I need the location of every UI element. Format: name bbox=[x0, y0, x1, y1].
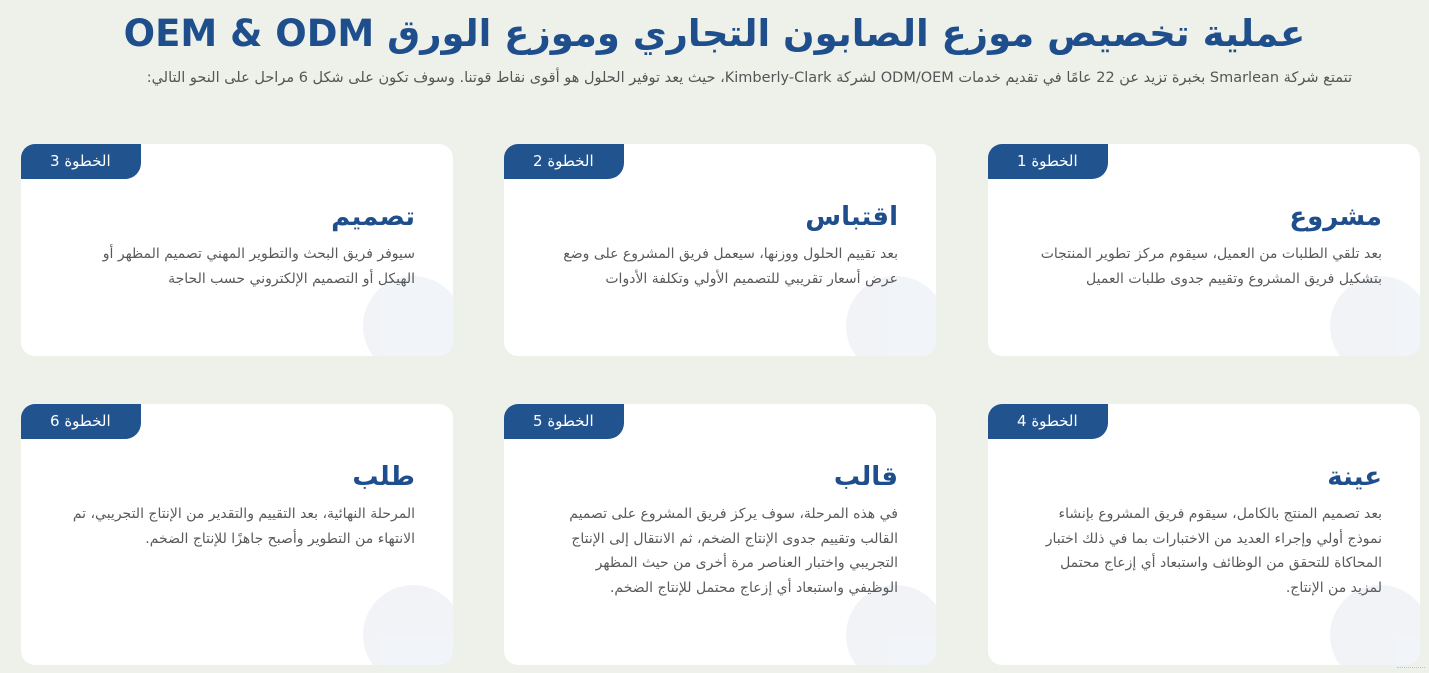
step-title: طلب bbox=[352, 462, 415, 492]
step-description: بعد تلقي الطلبات من العميل، سيقوم مركز تطوير المنتجات بتشكيل فريق المشروع وتقييم جدوى طلبات العميل bbox=[1040, 246, 1382, 287]
step-badge: الخطوة 6 bbox=[21, 404, 141, 439]
step-title: مشروع bbox=[1289, 202, 1382, 232]
watermark-icon bbox=[806, 246, 936, 356]
step-badge: الخطوة 2 bbox=[504, 144, 624, 179]
step-card-3 bbox=[21, 144, 453, 356]
step-badge: الخطوة 3 bbox=[21, 144, 141, 179]
step-card-5 bbox=[504, 404, 936, 665]
step-badge: الخطوة 5 bbox=[504, 404, 624, 439]
step-description: في هذه المرحلة، سوف يركز فريق المشروع على تصميم القالب وتقييم جدوى الإنتاج الضخم، ثم الانتقال إلى الإنتاج التجريبي واختبار العناصر مرة أخرى من حيث المظهر الوظيفي واستبعاد أي إزعاج محتمل للإنتاج الضخم. bbox=[569, 506, 898, 596]
step-title: اقتباس bbox=[805, 202, 898, 232]
step-description: بعد تصميم المنتج بالكامل، سيقوم فريق المشروع بإنشاء نموذج أولي وإجراء العديد من الاختبارات بما في ذلك اختبار المحاكاة للتحقق من الوظائف واستبعاد أي إزعاج محتمل لمزيد من الإنتاج. bbox=[1045, 506, 1382, 596]
step-description: المرحلة النهائية، بعد التقييم والتقدير من الإنتاج التجريبي، تم الانتهاء من التطوير وأصبح جاهزًا للإنتاج الضخم. bbox=[72, 506, 415, 547]
corner-divider bbox=[1397, 667, 1425, 673]
watermark-icon bbox=[1290, 555, 1420, 665]
step-card-4 bbox=[988, 404, 1420, 665]
step-title: قالب bbox=[833, 462, 898, 492]
page-subtitle: تتمتع شركة Smarlean بخبرة تزيد عن 22 عامًا في تقديم خدمات ODM/OEM لشركة Kimberly-Clark، حيث يعد توفير الحلول هو أقوى نقاط قوتنا. وسوف تكون على شكل 6 مراحل على النحو التالي: bbox=[146, 70, 1352, 86]
step-badge: الخطوة 4 bbox=[988, 404, 1108, 439]
watermark-icon bbox=[806, 555, 936, 665]
watermark-icon bbox=[323, 555, 453, 665]
page-title: عملية تخصيص موزع الصابون التجاري وموزع الورق OEM & ODM bbox=[123, 12, 1306, 55]
step-description: سيوفر فريق البحث والتطوير المهني تصميم المظهر أو الهيكل أو التصميم الإلكتروني حسب الحاجة bbox=[102, 246, 415, 287]
step-card-1 bbox=[988, 144, 1420, 356]
step-title: تصميم bbox=[331, 202, 415, 232]
step-title: عينة bbox=[1327, 462, 1382, 492]
step-card-6 bbox=[21, 404, 453, 665]
step-badge: الخطوة 1 bbox=[988, 144, 1108, 179]
watermark-icon bbox=[1290, 246, 1420, 356]
step-card-2 bbox=[504, 144, 936, 356]
watermark-icon bbox=[323, 246, 453, 356]
step-description: بعد تقييم الحلول ووزنها، سيعمل فريق المشروع على وضع عرض أسعار تقريبي للتصميم الأولي وتكلفة الأدوات bbox=[563, 246, 898, 287]
